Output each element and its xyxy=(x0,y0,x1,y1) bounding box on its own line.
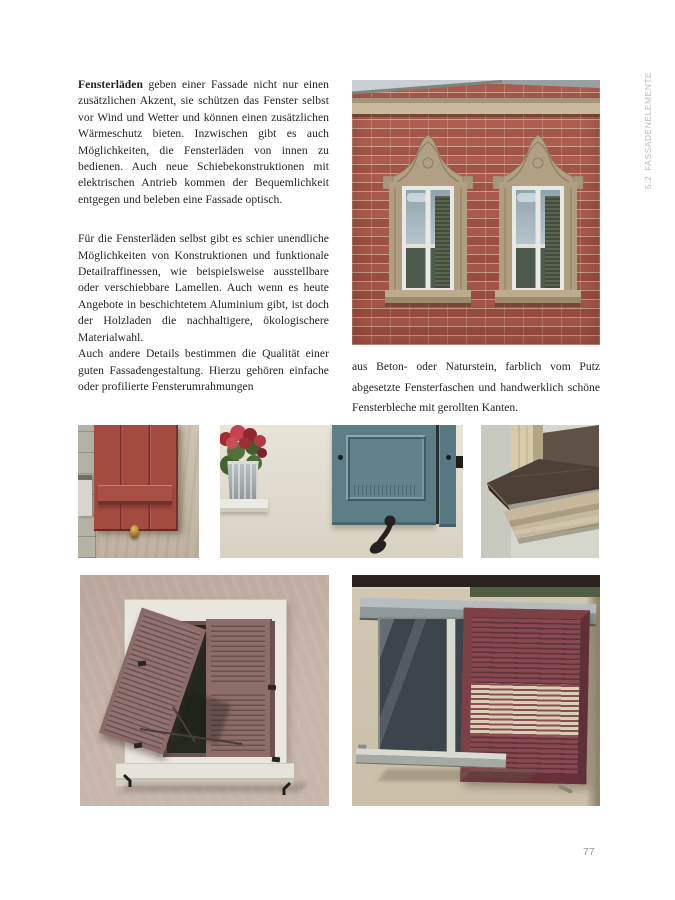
photo-gothic-windows xyxy=(352,80,600,345)
window-left xyxy=(383,135,473,307)
gothic-windows-drawing xyxy=(352,80,600,345)
louver-slats-lit xyxy=(470,683,579,737)
photo-folding-louver-shutter xyxy=(80,575,329,806)
continuation-text: aus Beton- oder Naturstein, farblich vom Putz abgesetzte Fensterfaschen und handwerklich schöne Fensterbleche mit gerollten Kanten. xyxy=(352,360,600,414)
green-fascia xyxy=(470,587,600,597)
white-windowsill xyxy=(220,499,268,512)
body-text-column xyxy=(78,77,329,395)
wall-bracket xyxy=(455,456,463,468)
brass-knob xyxy=(130,525,139,538)
cornice-ledge xyxy=(352,103,600,114)
roof-edge xyxy=(352,575,600,587)
photo-sliding-shutter xyxy=(352,575,600,806)
photo-window-sheet xyxy=(481,425,599,558)
bar-shadow xyxy=(378,769,536,781)
shutter-batten xyxy=(98,485,172,505)
hinge-pin xyxy=(446,455,451,460)
paragraph-2: Für die Fensterläden selbst gibt es schier unendliche Möglichkeiten von Konstruktionen und funktionale Detailraffinessen, wie beispielsweise ausstellbare oder verschiebbare Lamellen. Auch wenn es heute Angebote in beschichtetem Aluminium gibt, ist doch der Holzladen die nachhaltigere, ökologischere Materialwahl. xyxy=(78,232,329,344)
photo-blue-panel-shutter xyxy=(220,425,463,558)
paragraph-3: Auch andere Details bestimmen die Qualität einer guten Fassadengestaltung. Hierzu gehören einfache oder profilierte Fensterumrahmungen xyxy=(78,347,329,393)
roof-patch xyxy=(502,80,600,88)
shutter-hardware xyxy=(80,575,329,806)
paragraph-1 xyxy=(78,77,329,208)
window-right xyxy=(493,135,583,307)
flower-planter xyxy=(226,461,260,504)
cornice-fascia xyxy=(352,98,600,103)
wall-box xyxy=(78,475,92,516)
panel-grooves xyxy=(354,485,418,495)
raised-panel xyxy=(346,435,426,501)
hinge-pin xyxy=(338,455,343,460)
shutter-leaf xyxy=(332,425,436,525)
board-shutter xyxy=(94,425,178,531)
section-sidebar-label: 5.2 FASSADENELEMENTE xyxy=(643,71,653,189)
window-divider xyxy=(446,619,456,759)
photo-red-board-shutter xyxy=(78,425,199,558)
louver-slats-top xyxy=(471,617,580,685)
iron-shutter-catch xyxy=(368,515,408,557)
cornice-shadow xyxy=(352,114,600,117)
roof-trim-line xyxy=(352,587,482,589)
lead-word: Fensterläden xyxy=(78,78,143,91)
page-number: 77 xyxy=(583,846,595,858)
window-sheet-drawing xyxy=(481,425,599,558)
shutter-leaf-edge xyxy=(439,425,456,527)
wall-anchor xyxy=(558,784,573,794)
paragraph-1-text: geben einer Fassade nicht nur einen zusätzlichen Akzent, sie schützen das Fenster selbst vor Wind und Wetter und können einen zusätzlichen Wärmeschutz bieten. Inzwischen gibt es auch Möglichkeiten, die Fensterläden von innen zu bedienen. Auch neue Schiebekonstruktionen mit elektrischen Antrieb kommen der Bequemlichkeit entgegen und beleben eine Fassade optisch. xyxy=(78,78,329,206)
